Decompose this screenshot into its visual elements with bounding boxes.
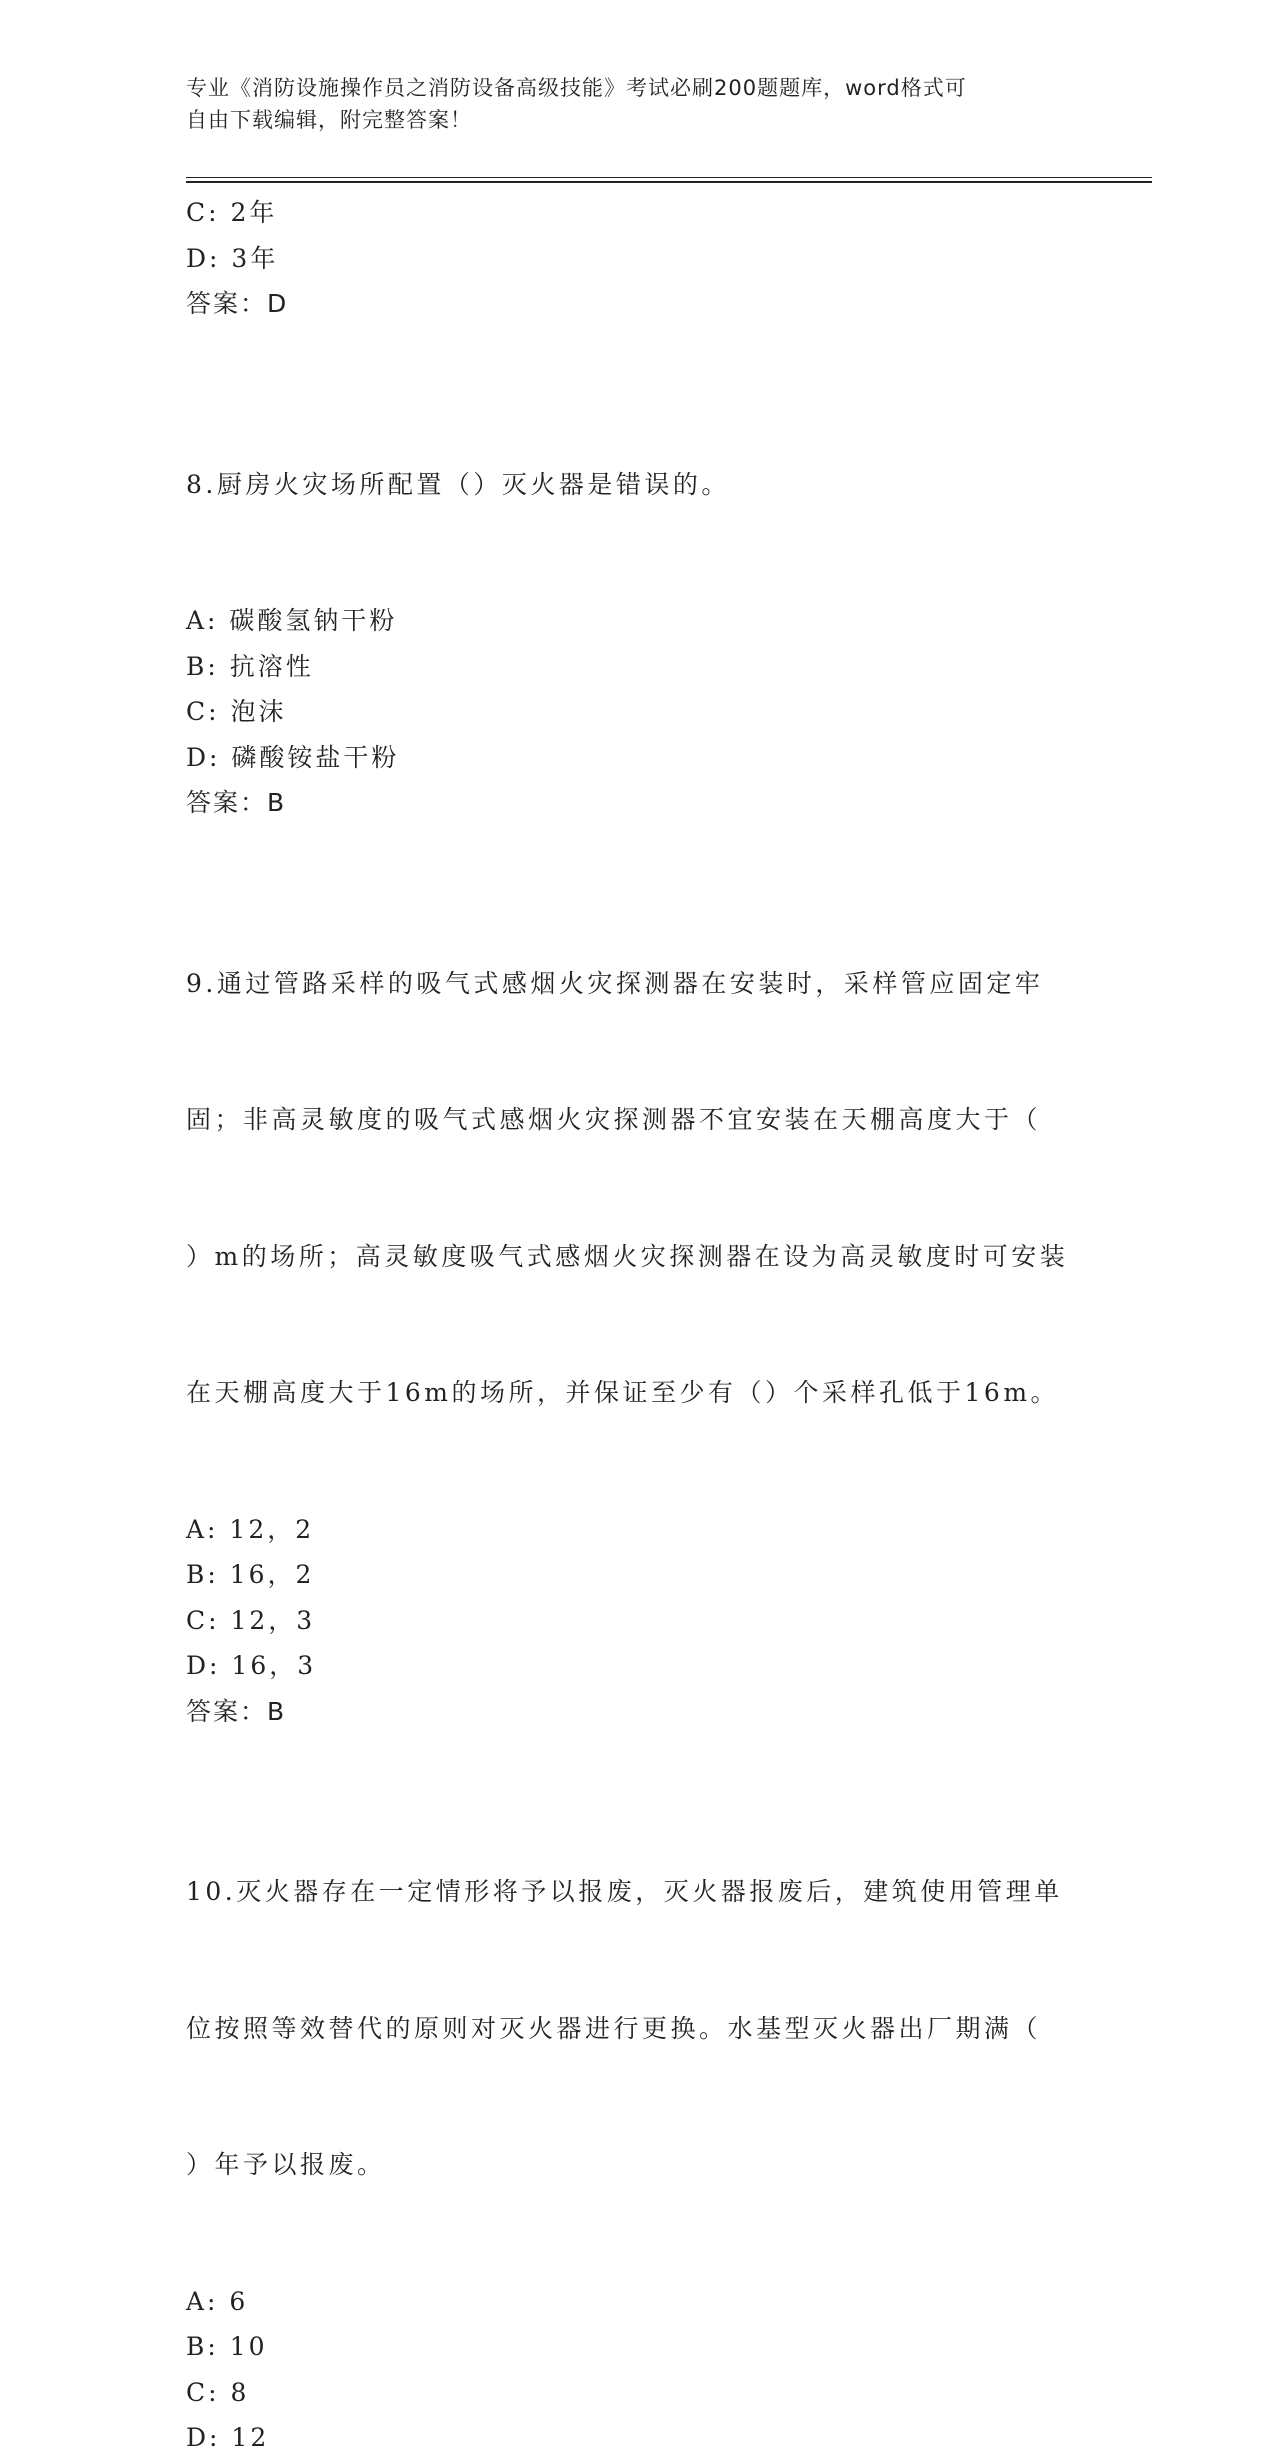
stem-line: 在天棚高度大于16m的场所，并保证至少有（）个采样孔低于16m。 — [186, 1378, 1060, 1407]
question-7-continuation — [186, 190, 1086, 327]
question-stem — [186, 371, 1086, 599]
question-stem — [186, 870, 1086, 1507]
document-header — [186, 72, 1066, 136]
option-d: D: 磷酸铵盐干粉 — [186, 742, 400, 772]
answer-line: 答案：B — [186, 1696, 287, 1726]
question-9 — [186, 870, 1086, 1735]
option-a: A: 12，2 — [186, 1514, 315, 1544]
option-c: C: 泡沫 — [186, 697, 287, 726]
stem-line: 8.厨房火灾场所配置（）灭火器是错误的。 — [186, 469, 730, 499]
header-divider-thin — [186, 177, 1152, 178]
stem-line: ）m的场所；高灵敏度吸气式感烟火灾探测器在设为高灵敏度时可安装 — [186, 1241, 1069, 1271]
question-8 — [186, 371, 1086, 826]
header-divider-thick — [186, 181, 1152, 183]
option-c: C: 12，3 — [186, 1605, 316, 1635]
question-stem — [186, 1778, 1086, 2279]
option-d: D: 3年 — [186, 243, 279, 273]
option-a: A: 碳酸氢钠干粉 — [186, 606, 398, 635]
stem-line: 位按照等效替代的原则对灭火器进行更换。水基型灭火器出厂期满（ — [186, 2013, 1042, 2043]
question-list — [186, 190, 1086, 2461]
option-b: B: 10 — [186, 2332, 268, 2361]
stem-line: ）年予以报废。 — [186, 2150, 386, 2179]
answer-line: 答案：D — [186, 289, 289, 318]
option-b: B: 16，2 — [186, 1560, 315, 1589]
option-d: D: 12 — [186, 2423, 270, 2452]
option-d: D: 16，3 — [186, 1651, 317, 1680]
option-b: B: 抗溶性 — [186, 651, 314, 681]
option-c: C: 2年 — [186, 198, 278, 227]
answer-line: 答案：B — [186, 788, 287, 817]
header-line-1: 专业《消防设施操作员之消防设备高级技能》考试必刷200题题库，word格式可 — [186, 76, 967, 100]
header-line-2: 自由下载编辑，附完整答案！ — [186, 108, 472, 132]
option-a: A: 6 — [186, 2286, 249, 2316]
option-c: C: 8 — [186, 2377, 250, 2407]
stem-line: 9.通过管路采样的吸气式感烟火灾探测器在安装时，采样管应固定牢 — [186, 968, 1044, 998]
question-10 — [186, 1778, 1086, 2461]
stem-line: 固；非高灵敏度的吸气式感烟火灾探测器不宜安装在天棚高度大于（ — [186, 1105, 1042, 1134]
stem-line: 10.灭火器存在一定情形将予以报废，灭火器报废后，建筑使用管理单 — [186, 1877, 1063, 1906]
